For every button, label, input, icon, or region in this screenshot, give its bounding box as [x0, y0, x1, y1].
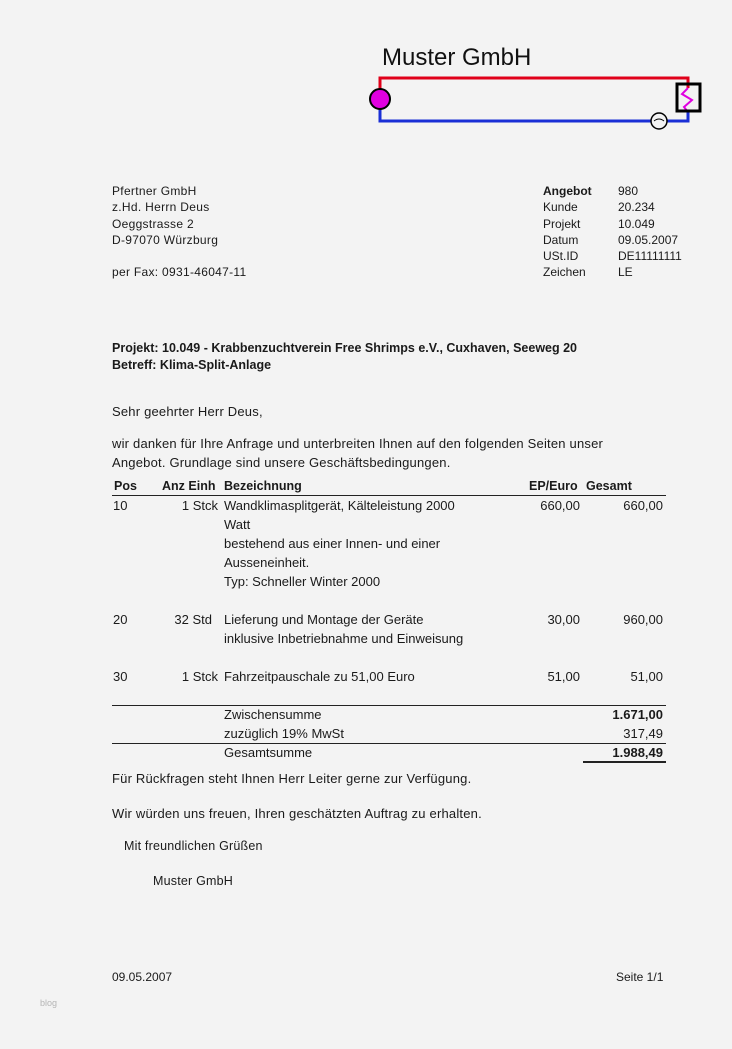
meta-key: USt.ID: [543, 249, 579, 264]
salutation: Sehr geehrter Herr Deus,: [112, 404, 263, 419]
subtotal-label: Zwischensumme: [224, 707, 322, 722]
desc-line: Typ: Schneller Winter 2000: [224, 574, 381, 589]
total-value: 1.988,49: [612, 745, 663, 760]
fax-number: per Fax: 0931-46047-11: [112, 265, 247, 280]
address-line: Oeggstrasse 2: [112, 216, 194, 231]
logo-zigzag: [682, 88, 692, 112]
intro-line: Angebot. Grundlage sind unsere Geschäftsbedingungen.: [112, 455, 451, 470]
row-qty: 1 Stck: [181, 498, 218, 513]
footer-date: 09.05.2007: [112, 970, 173, 984]
row-pos: 20: [113, 612, 128, 627]
meta-key: Angebot: [543, 184, 592, 198]
row-pos: 30: [113, 669, 128, 684]
grandtotal-divider: [112, 743, 666, 744]
logo-small-circle: [651, 113, 667, 129]
recipient-address: [112, 183, 246, 281]
row-qty: 32 Std: [174, 612, 212, 627]
desc-line: bestehend aus einer Innen- und einer: [224, 536, 441, 551]
closing-questions: Für Rückfragen steht Ihnen Herr Leiter gerne zur Verfügung.: [112, 771, 472, 786]
meta-key: Zeichen: [543, 265, 586, 280]
desc-line: Lieferung und Montage der Geräte: [224, 612, 424, 627]
row-total: 51,00: [630, 669, 663, 684]
watermark: blog: [40, 998, 58, 1008]
row-ep: 30,00: [547, 612, 580, 627]
header-qty: Anz Einh: [162, 479, 216, 493]
meta-value: 20.234: [618, 200, 655, 215]
vat-label: zuzüglich 19% MwSt: [224, 726, 344, 741]
signature: Muster GmbH: [153, 874, 233, 888]
header-desc: Bezeichnung: [224, 479, 302, 493]
address-line: z.Hd. Herrn Deus: [112, 200, 210, 215]
closing-greeting: Mit freundlichen Grüßen: [124, 839, 263, 853]
intro-line: wir danken für Ihre Anfrage und unterbreiten Ihnen auf den folgenden Seiten unser: [112, 436, 604, 451]
offer-meta: [543, 183, 682, 281]
meta-value: 09.05.2007: [618, 232, 679, 247]
logo-magenta-circle: [370, 89, 390, 109]
row-desc: [224, 610, 463, 648]
meta-key: Projekt: [543, 216, 581, 231]
row-pos: 10: [113, 498, 128, 513]
meta-key: Datum: [543, 232, 579, 247]
total-underline: [583, 761, 666, 763]
meta-key: Kunde: [543, 200, 578, 215]
row-ep: 51,00: [547, 669, 580, 684]
betreff-line: Betreff: Klima-Split-Anlage: [112, 357, 272, 372]
vat-value: 317,49: [623, 726, 663, 741]
header-total: Gesamt: [586, 479, 632, 493]
project-line: Projekt: 10.049 - Krabbenzuchtverein Free Shrimps e.V., Cuxhaven, Seeweg 20: [112, 341, 578, 355]
closing-hope: Wir würden uns freuen, Ihren geschätzten Auftrag zu erhalten.: [112, 806, 482, 821]
totals-divider: [112, 705, 666, 706]
row-desc: [224, 496, 455, 591]
intro-text: [112, 434, 603, 472]
footer-page: Seite 1/1: [616, 970, 664, 984]
meta-value: LE: [618, 265, 633, 280]
row-desc: [224, 667, 415, 686]
row-qty: 1 Stck: [181, 669, 218, 684]
row-ep: 660,00: [540, 498, 580, 513]
logo-blue-line: [380, 100, 688, 121]
desc-line: Wandklimasplitgerät, Kälteleistung 2000: [224, 498, 455, 513]
company-logo: [366, 74, 706, 134]
table-header: [112, 479, 666, 495]
meta-value: DE11111111: [618, 249, 682, 264]
subject-block: [112, 340, 577, 373]
header-ep: EP/Euro: [529, 479, 578, 493]
company-title: Muster GmbH: [382, 44, 532, 71]
address-line: D-97070 Würzburg: [112, 232, 219, 247]
desc-line: inklusive Inbetriebnahme und Einweisung: [224, 631, 464, 646]
meta-value: 10.049: [618, 216, 655, 231]
header-pos: Pos: [114, 479, 137, 493]
row-total: 660,00: [623, 498, 663, 513]
desc-line: Watt: [224, 517, 251, 532]
meta-value: 980: [618, 184, 639, 198]
address-line: Pfertner GmbH: [112, 184, 197, 198]
logo-red-line: [380, 78, 688, 98]
subtotal-value: 1.671,00: [612, 707, 663, 722]
desc-line: Fahrzeitpauschale zu 51,00 Euro: [224, 669, 415, 684]
total-label: Gesamtsumme: [224, 745, 313, 760]
desc-line: Ausseneinheit.: [224, 555, 310, 570]
row-total: 960,00: [623, 612, 663, 627]
